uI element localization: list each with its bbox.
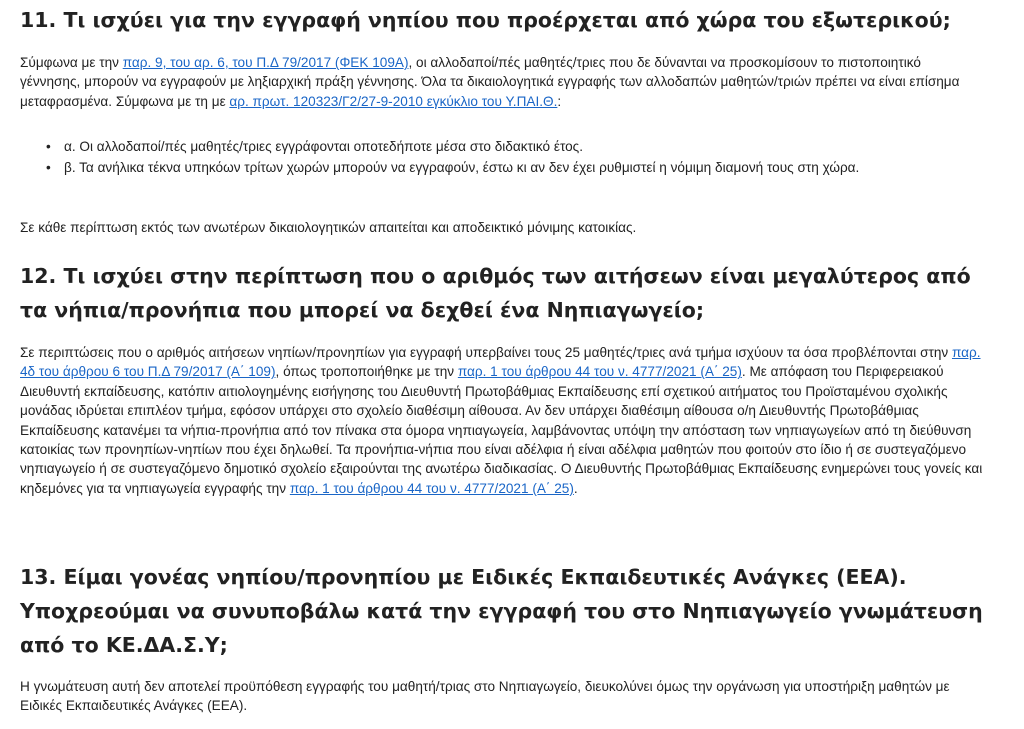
link-law-4777-2021-art44-par1-second[interactable]: παρ. 1 του άρθρου 44 του ν. 4777/2021 (Α΄ 25)	[289, 480, 574, 496]
bullet-icon: •	[46, 139, 51, 154]
list-item-text: α. Οι αλλοδαποί/πές μαθητές/τριες εγγράφονται οποτεδήποτε μέσα στο διδακτικό έτος.	[64, 139, 584, 154]
q12-text-part-1: Σε περιπτώσεις που ο αριθμός αιτήσεων νηπίων/προνηπίων για εγγραφή υπερβαίνει τους 25 μαθητές/τριες ανά τμήμα ισχύουν τα όσα προβλέπονται στην	[20, 345, 952, 360]
q12-text-part-4: .	[573, 480, 578, 496]
q11-text-end: :	[557, 93, 562, 109]
question-13-paragraph: Η γνωμάτευση αυτή δεν αποτελεί προϋπόθεση εγγραφής του μαθητή/τριας στο Νηπιαγωγείο, διευκολύνει όμως την οργάνωση για υποστήριξη μαθητών με Ειδικές Εκπαιδευτικές Ανάγκες (ΕΕΑ).	[20, 679, 950, 714]
question-13-heading: 13. Είμαι γονέας νηπίου/προνηπίου με Ειδικές Εκπαιδευτικές Ανάγκες (ΕΕΑ). Υποχρεούμαι να συνυποβάλω κατά την εγγραφή του στο Νηπιαγωγείο γνωμάτευση από το ΚΕ.ΔΑ.Σ.Υ;	[20, 565, 983, 657]
list-item	[46, 136, 984, 157]
question-11-paragraph	[20, 53, 984, 111]
question-11-bullet-list	[20, 136, 984, 178]
q11-text-start: Σύμφωνα με την	[20, 55, 123, 70]
link-pd-79-2017-art6-par9[interactable]: παρ. 9, του αρ. 6, του Π.Δ 79/2017 (ΦΕΚ 109Α)	[122, 55, 409, 70]
question-11-note: Σε κάθε περίπτωση εκτός των ανωτέρων δικαιολογητικών απαιτείται και αποδεικτικό μόνιμης κατοικίας.	[20, 220, 637, 235]
q11-text-middle: , οι αλλοδαποί/πές μαθητές/τριες που δε δύνανται να προσκομίσουν το πιστοποιητικό γέννησης, μπορούν να εγγραφούν με ληξιαρχική πράξη γέννησης. Όλα τα δικαιολογητικά εγγραφής των αλλοδαπών μαθητών/τριών πρέπει να είναι επίσημα μεταφρασμένα. Σύμφωνα με τη με	[20, 55, 960, 109]
link-circular-120323[interactable]: αρ. πρωτ. 120323/Γ2/27-9-2010 εγκύκλιο του Υ.ΠΑΙ.Θ.	[229, 93, 558, 109]
list-item-text: β. Τα ανήλικα τέκνα υπηκόων τρίτων χωρών μπορούν να εγγραφούν, έστω κι αν δεν έχει ρυθμιστεί η νόμιμη διαμονή τους στη χώρα.	[64, 160, 860, 175]
question-12-paragraph	[20, 343, 990, 498]
question-12-heading: 12. Τι ισχύει στην περίπτωση που ο αριθμός των αιτήσεων είναι μεγαλύτερος από τα νήπια/προνήπια που μπορεί να δεχθεί ένα Νηπιαγωγείο;	[20, 264, 971, 322]
link-pd-79-2017-art6-par4d[interactable]: παρ. 4δ του άρθρου 6 του Π.Δ 79/2017 (Α΄ 109)	[20, 345, 981, 380]
list-item	[46, 157, 984, 178]
q12-text-part-2: , όπως τροποποιήθηκε με την	[275, 364, 458, 380]
question-11-heading: 11. Τι ισχύει για την εγγραφή νηπίου που προέρχεται από χώρα του εξωτερικού;	[20, 8, 951, 32]
link-law-4777-2021-art44-par1[interactable]: παρ. 1 του άρθρου 44 του ν. 4777/2021 (Α΄ 25)	[457, 364, 742, 380]
bullet-icon: •	[46, 160, 51, 175]
q12-text-part-3: . Με απόφαση του Περιφερειακού Διευθυντή εκπαίδευσης, κατόπιν αιτιολογημένης εισήγησης του Διευθυντή Πρωτοβάθμιας Εκπαίδευσης επί σχετικού αιτήματος του Προϊσταμένου σχολικής μονάδας ιδρύεται επιπλέον τμήμα, εφόσον υπάρχει στο σχολείο διαθέσιμη αίθουσα. Αν δεν υπάρχει διαθέσιμη αίθουσα ο/η Διευθυντής Πρωτοβάθμιας Εκπαίδευσης κατανέμει τα νήπια-προνήπια από τον πίνακα στα όμορα νηπιαγωγεία, λαμβάνοντας υπόψη την απόσταση των νηπιαγωγείων από τη διεύθυνση κατοικίας των προνηπίων-νηπίων που έχει δηλωθεί. Τα προνήπια-νήπια που είναι αδέλφια ή είναι αδέλφια μαθητών που φοιτούν στο ίδιο ή σε συστεγαζόμενο νηπιαγωγείο ή σε συστεγαζόμενο δημοτικό σχολείο εξαιρούνται της ανωτέρω διαδικασίας. Ο Διευθυντής Πρωτοβάθμιας Εκπαίδευσης ενημερώνει τους γονείς και κηδεμόνες για τα νηπιαγωγεία εγγραφής την	[20, 364, 983, 496]
